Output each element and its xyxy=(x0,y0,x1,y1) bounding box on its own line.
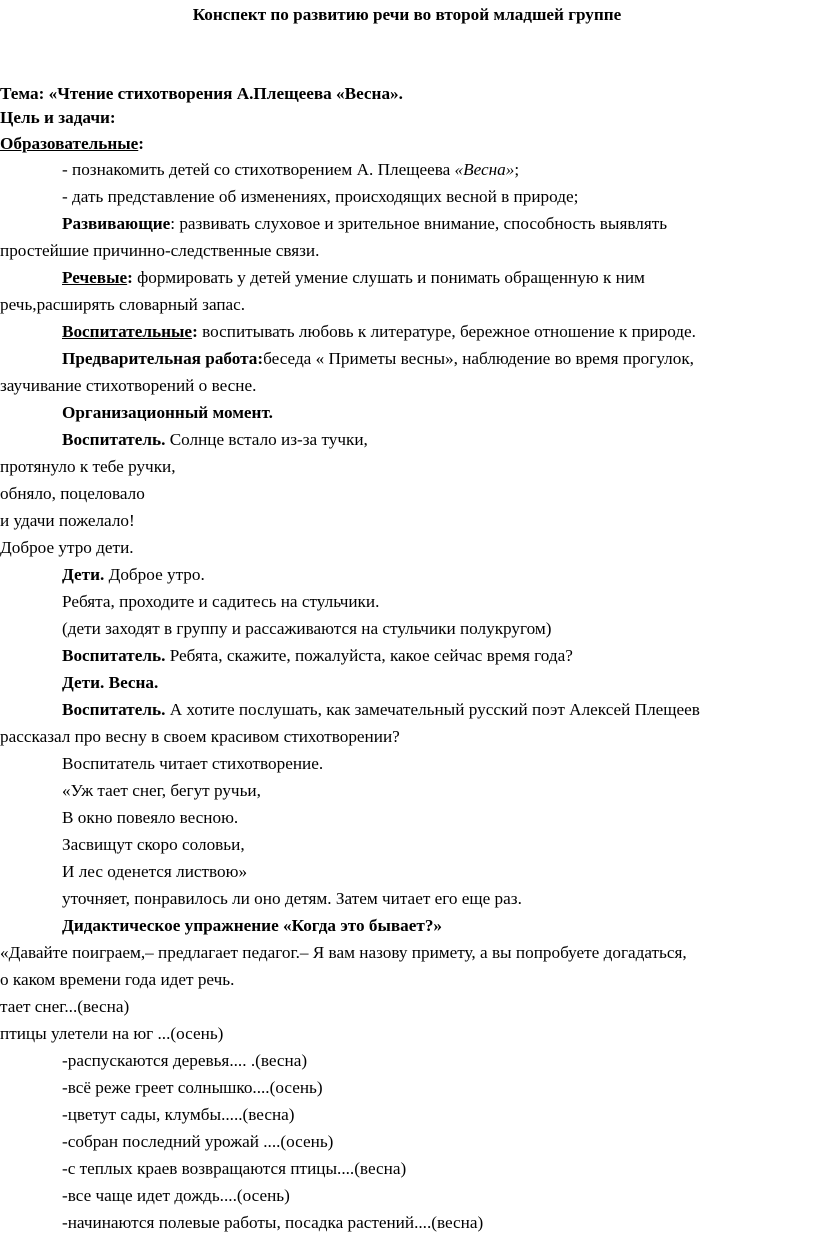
question-line xyxy=(62,645,573,667)
reads-line: Воспитатель читает стихотворение. xyxy=(62,754,324,773)
org-moment-heading xyxy=(62,402,273,424)
greeting-line-5: Доброе утро дети. xyxy=(0,538,134,557)
educational-item-2: - дать представление об изменениях, происходящих весной в природе; xyxy=(62,187,579,206)
upbringing-line xyxy=(62,321,696,343)
sit-down-line: Ребята, проходите и садитесь на стульчики. xyxy=(62,592,380,611)
answer-line xyxy=(62,672,158,694)
goals-text: Цель и задачи: xyxy=(0,108,116,127)
listen-text: А хотите послушать, как замечательный русский поэт Алексей Плещеев xyxy=(165,700,700,719)
preliminary-line xyxy=(62,348,694,370)
didactic-text: Дидактическое упражнение «Когда это бывает?» xyxy=(62,916,443,935)
educational-label: Образовательные xyxy=(0,134,139,153)
greeting-line-2: протянуло к тебе ручки, xyxy=(0,457,176,476)
sign-item-2: птицы улетели на юг ...(осень) xyxy=(0,1024,224,1043)
greeting-line-1 xyxy=(62,429,368,451)
upbringing-label: Воспитательные xyxy=(62,322,193,341)
poem-line-3: Засвищут скоро соловьи, xyxy=(62,835,245,854)
teacher-label: Воспитатель. xyxy=(62,646,166,665)
answer-text: Дети. Весна. xyxy=(62,673,159,692)
sign-item-3: -распускаются деревья.... .(весна) xyxy=(62,1051,308,1070)
greeting-text-1: Солнце встало из-за тучки, xyxy=(165,430,368,449)
speech-line xyxy=(62,267,645,289)
speech-colon: : xyxy=(127,268,133,287)
educational-colon: : xyxy=(138,134,145,153)
poem-line-4: И лес оденется листвою» xyxy=(62,862,248,881)
speech-label: Речевые xyxy=(62,268,128,287)
edu-item1-poem: «Весна» xyxy=(454,160,515,179)
clarify-line: уточняет, понравилось ли оно детям. Затем читает его еще раз. xyxy=(62,889,522,908)
poem-line-2: В окно повеяло весною. xyxy=(62,808,239,827)
sign-item-7: -с теплых краев возвращаются птицы....(весна) xyxy=(62,1159,407,1178)
play-line: «Давайте поиграем,– предлагает педагог.– Я вам назову примету, а вы попробуете догадаться, xyxy=(0,943,687,962)
lesson-theme xyxy=(0,83,403,105)
org-moment-text: Организационный момент. xyxy=(62,403,273,422)
teacher-label: Воспитатель. xyxy=(62,700,166,719)
upbringing-colon: : xyxy=(192,322,198,341)
teacher-label: Воспитатель. xyxy=(62,430,166,449)
preliminary-label: Предварительная работа: xyxy=(62,349,264,368)
upbringing-text: воспитывать любовь к литературе, бережное отношение к природе. xyxy=(197,322,696,341)
preliminary-cont: заучивание стихотворений о весне. xyxy=(0,376,257,395)
children-reply: Доброе утро. xyxy=(104,565,205,584)
greeting-line-4: и удачи пожелало! xyxy=(0,511,135,530)
children-reply-line xyxy=(62,564,205,586)
poem-line-1: «Уж тает снег, бегут ручьи, xyxy=(62,781,261,800)
theme-text: Тема: «Чтение стихотворения А.Плещеева «Весна». xyxy=(0,84,403,103)
edu-item1-text: - познакомить детей со стихотворением А. Плещеева xyxy=(62,160,455,179)
edu-item1-end: ; xyxy=(514,160,520,179)
sign-item-1: тает снег...(весна) xyxy=(0,997,130,1016)
sit-down-note: (дети заходят в группу и рассаживаются на стульчики полукругом) xyxy=(62,619,552,638)
sign-item-4: -всё реже греет солнышко....(осень) xyxy=(62,1078,323,1097)
goals-heading xyxy=(0,107,116,129)
speech-text: формировать у детей умение слушать и понимать обращенную к ним xyxy=(132,268,645,287)
sign-item-5: -цветут сады, клумбы.....(весна) xyxy=(62,1105,295,1124)
preliminary-text: беседа « Приметы весны», наблюдение во время прогулок, xyxy=(263,349,694,368)
children-label: Дети. xyxy=(62,565,105,584)
listen-line xyxy=(62,699,700,721)
sign-item-9: -начинаются полевые работы, посадка растений....(весна) xyxy=(62,1213,484,1232)
educational-heading xyxy=(0,133,144,155)
greeting-line-3: обняло, поцеловало xyxy=(0,484,145,503)
question-text: Ребята, скажите, пожалуйста, какое сейчас время года? xyxy=(165,646,573,665)
speech-cont: речь,расширять словарный запас. xyxy=(0,295,246,314)
listen-cont: рассказал про весну в своем красивом стихотворении? xyxy=(0,727,400,746)
sign-item-6: -собран последний урожай ....(осень) xyxy=(62,1132,334,1151)
educational-item-1 xyxy=(62,159,519,181)
sign-item-8: -все чаще идет дождь....(осень) xyxy=(62,1186,290,1205)
developmental-line xyxy=(62,213,667,235)
didactic-heading xyxy=(62,915,442,937)
developmental-text: : развивать слуховое и зрительное внимание, способность выявлять xyxy=(170,214,668,233)
developmental-label: Развивающие xyxy=(62,214,171,233)
play-cont: о каком времени года идет речь. xyxy=(0,970,235,989)
document-title: Конспект по развитию речи во второй младшей группе xyxy=(192,5,622,24)
developmental-cont: простейшие причинно-следственные связи. xyxy=(0,241,320,260)
